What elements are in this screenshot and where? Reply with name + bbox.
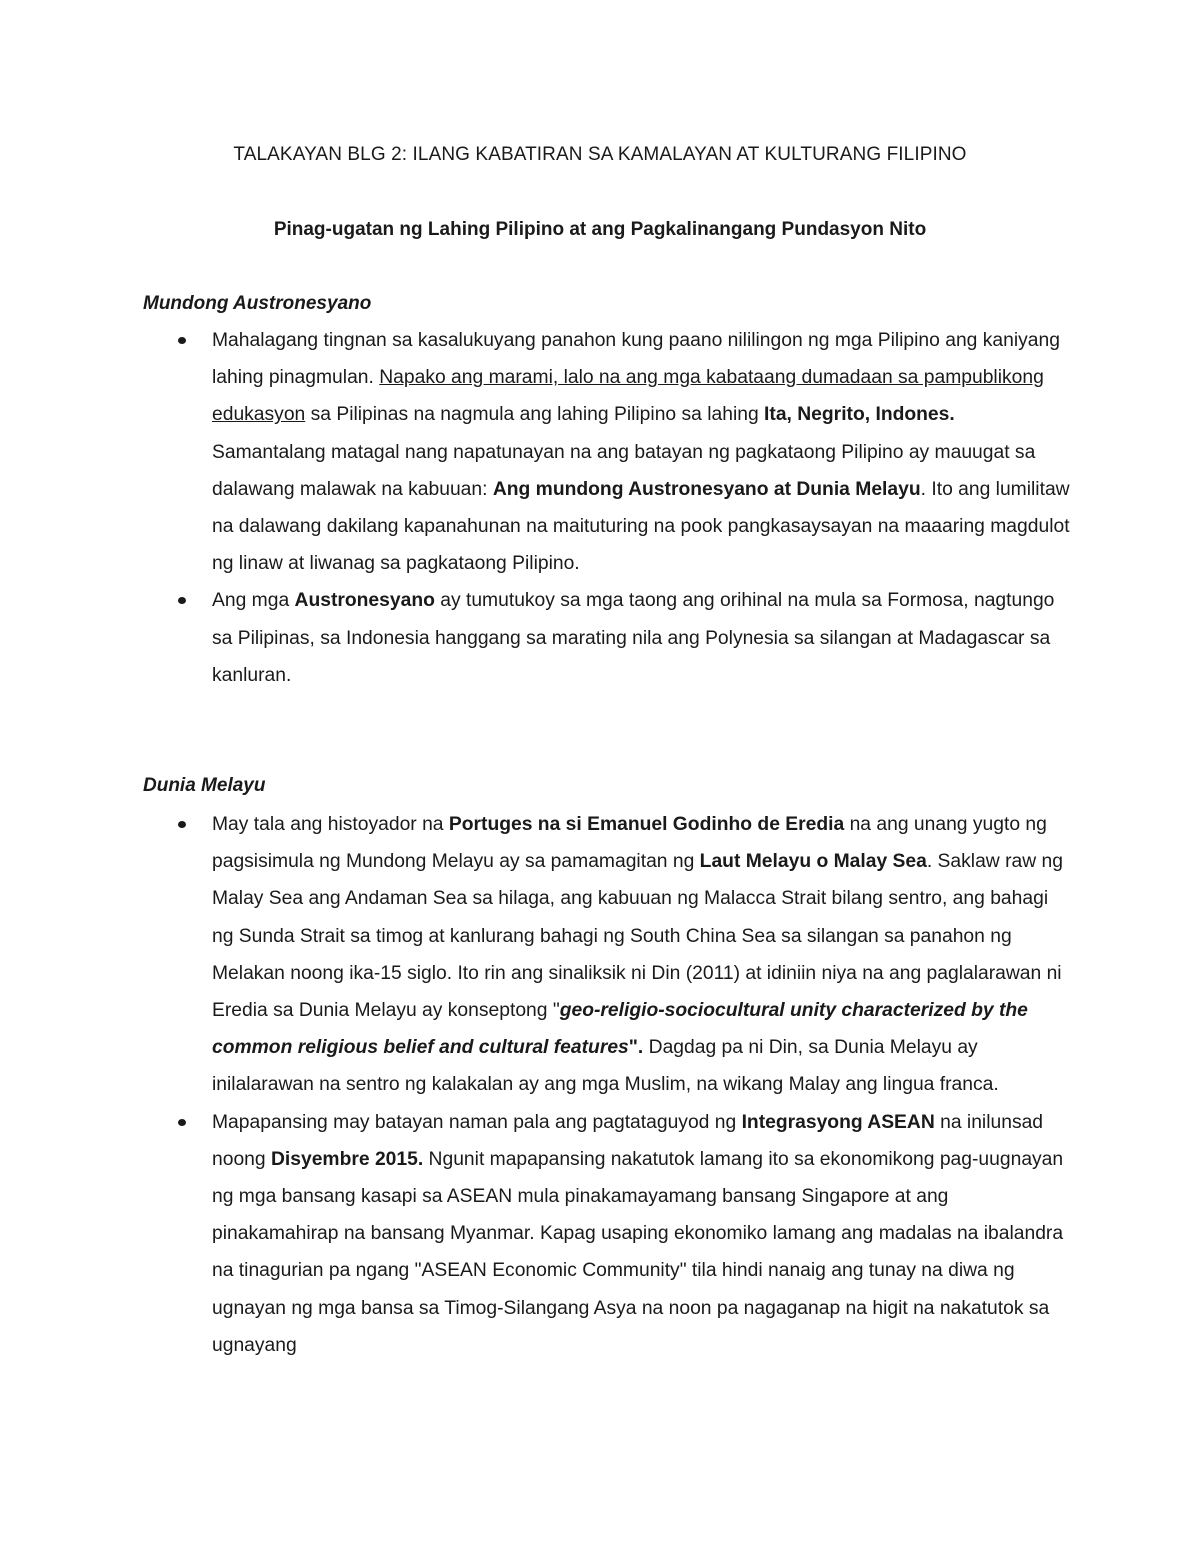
text-run: na inilunsad noong	[212, 1111, 1044, 1170]
list-item	[212, 806, 1072, 1104]
list-item	[212, 582, 1072, 694]
text-run: ay tumutukoy sa mga taong ang orihinal na mula sa Formosa, nagtungo sa Pilipinas, sa Indonesia hanggang sa marating nila ang Polynesia sa silangan at Madagascar sa kanluran.	[212, 590, 1055, 686]
text-run: . Ito ang lumilitaw na dalawang dakilang kapanahunan na maituturing na pook pangkasaysayan na maaaring magdulot ng linaw at liwanag sa pagkataong Pilipino.	[212, 478, 1070, 575]
text-run: Ang mga	[212, 590, 295, 612]
text-run: Mapapansing may batayan naman pala ang pagtataguyod ng	[212, 1111, 742, 1133]
bullet-icon	[178, 597, 186, 604]
text-run: Dagdag pa ni Din, sa Dunia Melayu ay inilalarawan na sentro ng kalakalan ay ang mga Muslim, na wikang Malay ang lingua franca.	[212, 1037, 999, 1096]
text-run: Ngunit mapapansing nakatutok lamang ito sa ekonomikong pag-uugnayan ng mga bansang kasapi sa ASEAN mula pinakamayamang bansang Singapore at ang pinakamahirap na bansang Myanmar. Kapag usaping ekonomiko lamang ang madalas na ibalandra na tinagurian pa ngang "ASEAN Economic Community" tila hindi nanaig ang tunay na diwa ng ugnayan ng mga bansa sa Timog-Silangang Asya na noon pa nagaganap na higit na nakatutok sa ugnayang	[212, 1148, 1064, 1356]
bullet-icon	[178, 821, 186, 828]
text-run: May tala ang histoyador na	[212, 814, 449, 835]
bold-text: Laut Melayu o Malay Sea	[699, 851, 927, 873]
bullet-list-mundong-austronesyano	[212, 322, 1072, 694]
text-run: . Saklaw raw ng Malay Sea ang Andaman Sea sa hilaga, ang kabuuan ng Malacca Strait bilang sentro, ang bahagi ng Sunda Strait sa timog at kanlurang bahagi ng South China Sea sa silangan sa panahon ng Melakan noong ika-15 siglo. Ito rin ang sinaliksik ni Din (2011) at idiniin niya na ang paglalarawan ni Eredia sa Dunia Melayu ay konseptong "	[212, 851, 1063, 1022]
bold-text: Portuges na si Emanuel Godinho de Eredia	[448, 814, 845, 835]
text-run: Samantalang matagal nang napatunayan na ang batayan ng pagkataong Pilipino ay mauugat sa dalawang malawak na kabuuan:	[212, 441, 1036, 500]
bold-text: Integrasyong ASEAN	[741, 1111, 935, 1133]
bullet-icon	[178, 337, 186, 344]
section-heading-mundong-austronesyano: Mundong Austronesyano	[143, 293, 372, 314]
page-subtitle: Pinag-ugatan ng Lahing Pilipino at ang Pagkalinangang Pundasyon Nito	[273, 219, 927, 240]
bold-text: Ita, Negrito, Indones.	[764, 404, 955, 426]
text-run: na ang unang yugto ng pagsisimula ng Mundong Melayu ay sa pamamagitan ng	[212, 814, 1047, 873]
bold-text: Disyembre 2015.	[270, 1148, 424, 1170]
list-item	[212, 322, 1072, 582]
bold-text: Ang mundong Austronesyano at Dunia Melayu	[492, 478, 921, 500]
text-run: sa Pilipinas na nagmula ang lahing Pilipino sa lahing	[305, 404, 765, 426]
text-run: Mahalagang tingnan sa kasalukuyang panahon kung paano nililingon ng mga Pilipino ang kaniyang lahing pinagmulan.	[212, 330, 1060, 389]
page-title: TALAKAYAN BLG 2: ILANG KABATIRAN SA KAMALAYAN AT KULTURANG FILIPINO	[233, 144, 967, 165]
bold-text: ".	[628, 1037, 644, 1059]
list-item	[212, 1104, 1072, 1364]
bullet-list-dunia-melayu	[212, 806, 1072, 1364]
underlined-text: Napako ang marami, lalo na ang mga kabataang dumadaan sa pampublikong edukasyon	[212, 367, 1044, 426]
section-heading-dunia-melayu: Dunia Melayu	[143, 775, 266, 796]
bold-italic-quote: geo-religio-sociocultural unity characterized by the common religious belief and cultural features	[212, 1000, 1028, 1059]
bold-text: Austronesyano	[294, 590, 435, 612]
bullet-icon	[178, 1119, 186, 1126]
